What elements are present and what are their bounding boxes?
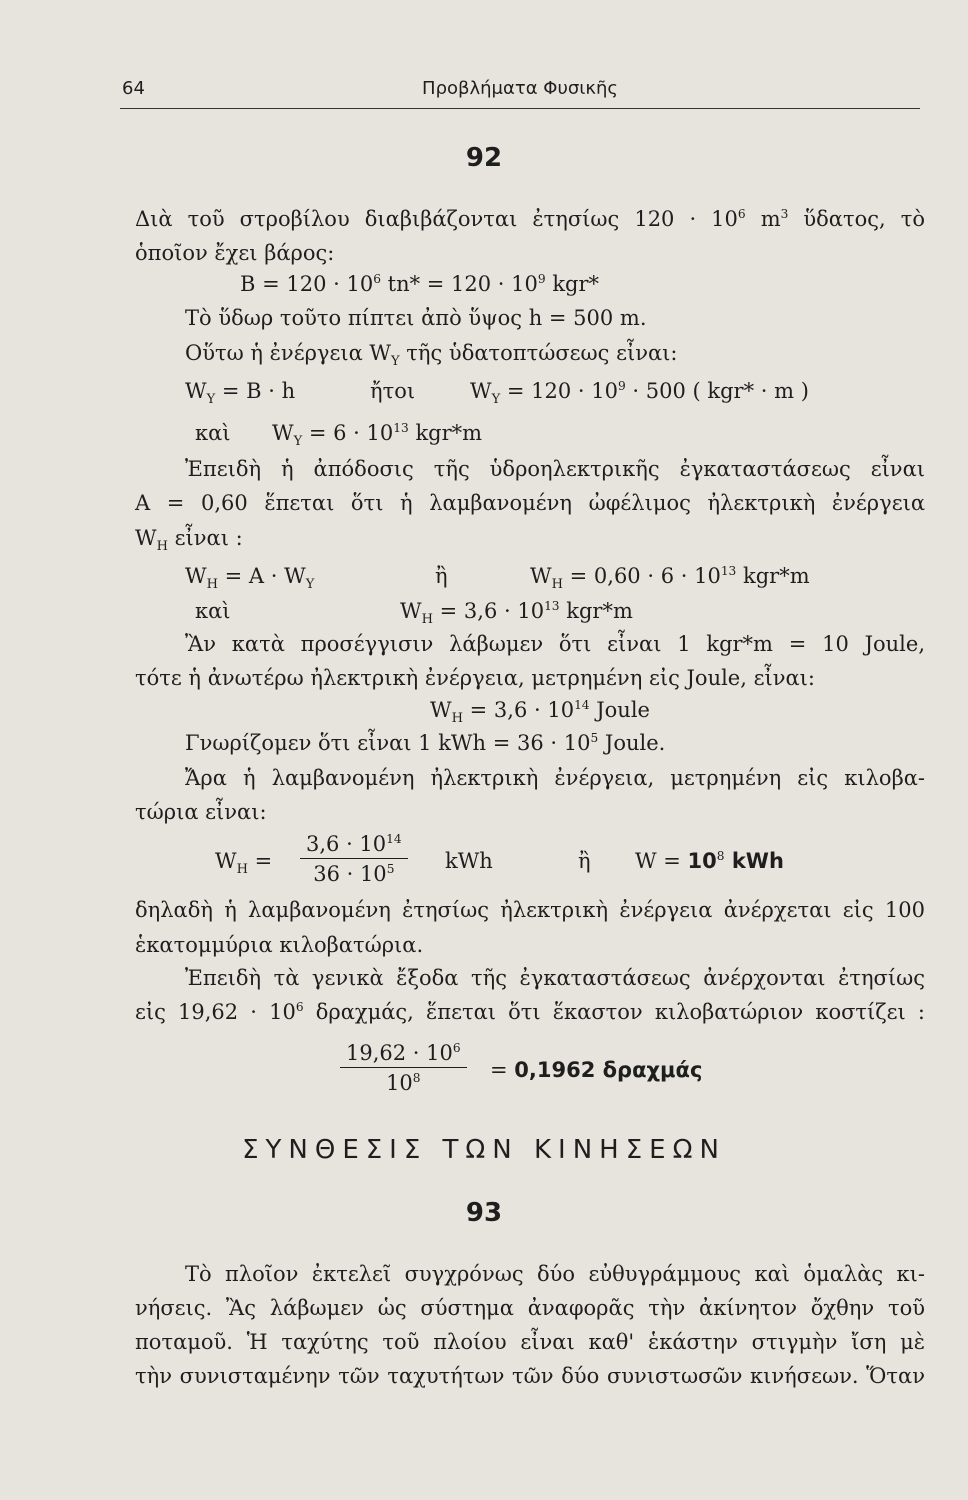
text-line: ἑκατομμύρια κιλοβατώρια. xyxy=(135,933,424,957)
fraction-2-numerator: $19,62 \cdot 10^6$ xyxy=(340,1040,467,1068)
text-line: A = 0,60 ἕπεται ὅτι ἡ λαμβανομένη ὠφέλιμος ἠλεκτρικὴ ἐνέργεια xyxy=(135,491,925,515)
result-energy: $W = 10^8$ kWh xyxy=(635,849,784,873)
page-number: 64 xyxy=(122,78,145,99)
running-header xyxy=(120,78,920,109)
text-line: ποταμοῦ. Ἡ ταχύτης τοῦ πλοίου εἶναι καθ' ἑκάστην στιγμὴν ἴση μὲ xyxy=(135,1330,925,1354)
text-line: τότε ἡ ἀνωτέρω ἠλεκτρικὴ ἐνέργεια, μετρημένη εἰς Joule, εἶναι: xyxy=(135,666,815,690)
fraction-1-numerator: $3,6 \cdot 10^{14}$ xyxy=(300,831,408,859)
equation-2-connector: καὶ xyxy=(195,421,231,445)
equation-3-connector: ἢ xyxy=(435,564,448,588)
fraction-1-denominator: $36 \cdot 10^5$ xyxy=(313,862,395,886)
fraction-1 xyxy=(300,831,408,887)
text-line: Ἄρα ἡ λαμβανομένη ἠλεκτρικὴ ἐνέργεια, μετρημένη εἰς κιλοβα- xyxy=(185,766,925,790)
problem-number-93: 93 xyxy=(465,1198,503,1228)
fraction-1-lhs: $W_H$ = xyxy=(215,849,273,878)
text-line: τώρια εἶναι: xyxy=(135,800,267,824)
equation-1: $W_\Upsilon = B \cdot h$ xyxy=(185,379,296,408)
equation-3: $W_H = A \cdot W_\Upsilon$ xyxy=(185,564,315,593)
result-cost: = 0,1962 δραχμάς xyxy=(490,1058,703,1082)
equation-5: $W_H = 3,6 \cdot 10^{14}$ Joule xyxy=(430,698,650,727)
text-line: Ἂν κατὰ προσέγγισιν λάβωμεν ὅτι εἶναι 1 kgr*m = 10 Joule, xyxy=(185,632,925,656)
running-title: Προβλήματα Φυσικῆς xyxy=(422,78,618,99)
text-line: $W_H$ εἶναι : xyxy=(135,526,243,555)
text-line: Τὸ ὕδωρ τοῦτο πίπτει ἀπὸ ὕψος h = 500 m. xyxy=(185,306,647,330)
text-line: Γνωρίζομεν ὅτι εἶναι 1 kWh = $36 \cdot 10^5$ Joule. xyxy=(185,731,666,755)
fraction-1-unit: kWh xyxy=(445,849,493,873)
fraction-2 xyxy=(340,1040,467,1096)
section-title: ΣΥΝΘΕΣΙΣ ΤΩΝ ΚΙΝΗΣΕΩΝ xyxy=(242,1135,726,1165)
text-line: νήσεις. Ἂς λάβωμεν ὡς σύστημα ἀναφορᾶς τὴν ἀκίνητον ὄχθην τοῦ xyxy=(135,1296,925,1320)
problem-number-92: 92 xyxy=(465,143,503,173)
equation-4: $W_H = 3,6 \cdot 10^{13}$ kgr*m xyxy=(400,599,633,628)
fraction-1-connector: ἢ xyxy=(578,849,591,873)
equation-1-connector: ἤτοι xyxy=(370,379,416,403)
text-line: Ἐπειδὴ τὰ γενικὰ ἔξοδα τῆς ἐγκαταστάσεως ἀνέρχονται ἐτησίως xyxy=(185,966,925,990)
equation-3-result: $W_H = 0,60 \cdot 6 \cdot 10^{13}$ kgr*m xyxy=(530,564,810,593)
text-line: Διὰ τοῦ στροβίλου διαβιβάζονται ἐτησίως $120 \cdot 10^6$ $m^3$ ὕδατος, τὸ xyxy=(135,207,925,231)
text-line: εἰς $19,62 \cdot 10^6$ δραχμάς, ἕπεται ὅτι ἕκαστον κιλοβατώριον κοστίζει : xyxy=(135,1000,925,1024)
equation-1-result: $W_\Upsilon = 120 \cdot 10^9 \cdot 500$ ( kgr* · m ) xyxy=(470,379,809,408)
text-line: Ἐπειδὴ ἡ ἀπόδοσις τῆς ὑδροηλεκτρικῆς ἐγκαταστάσεως εἶναι xyxy=(185,457,925,481)
fraction-2-denominator: $10^8$ xyxy=(386,1071,421,1095)
text-line: Οὕτω ἡ ἐνέργεια $W_\Upsilon$ τῆς ὑδατοπτώσεως εἶναι: xyxy=(185,341,678,370)
text-line: Τὸ πλοῖον ἐκτελεῖ συγχρόνως δύο εὐθυγράμμους καὶ ὁμαλὰς κι- xyxy=(185,1262,925,1286)
text-line: ὁποῖον ἔχει βάρος: xyxy=(135,241,335,265)
text-line: τὴν συνισταμένην τῶν ταχυτήτων τῶν δύο συνιστωσῶν κινήσεων. Ὅταν xyxy=(135,1364,925,1388)
equation-4-connector: καὶ xyxy=(195,599,231,623)
equation-weight: $B = 120 \cdot 10^6$ $tn* = 120 \cdot 10^9$ kgr* xyxy=(240,272,600,296)
equation-2: $W_\Upsilon = 6 \cdot 10^{13}$ kgr*m xyxy=(272,421,483,450)
text-line: δηλαδὴ ἡ λαμβανομένη ἐτησίως ἠλεκτρικὴ ἐνέργεια ἀνέρχεται εἰς 100 xyxy=(135,898,925,922)
